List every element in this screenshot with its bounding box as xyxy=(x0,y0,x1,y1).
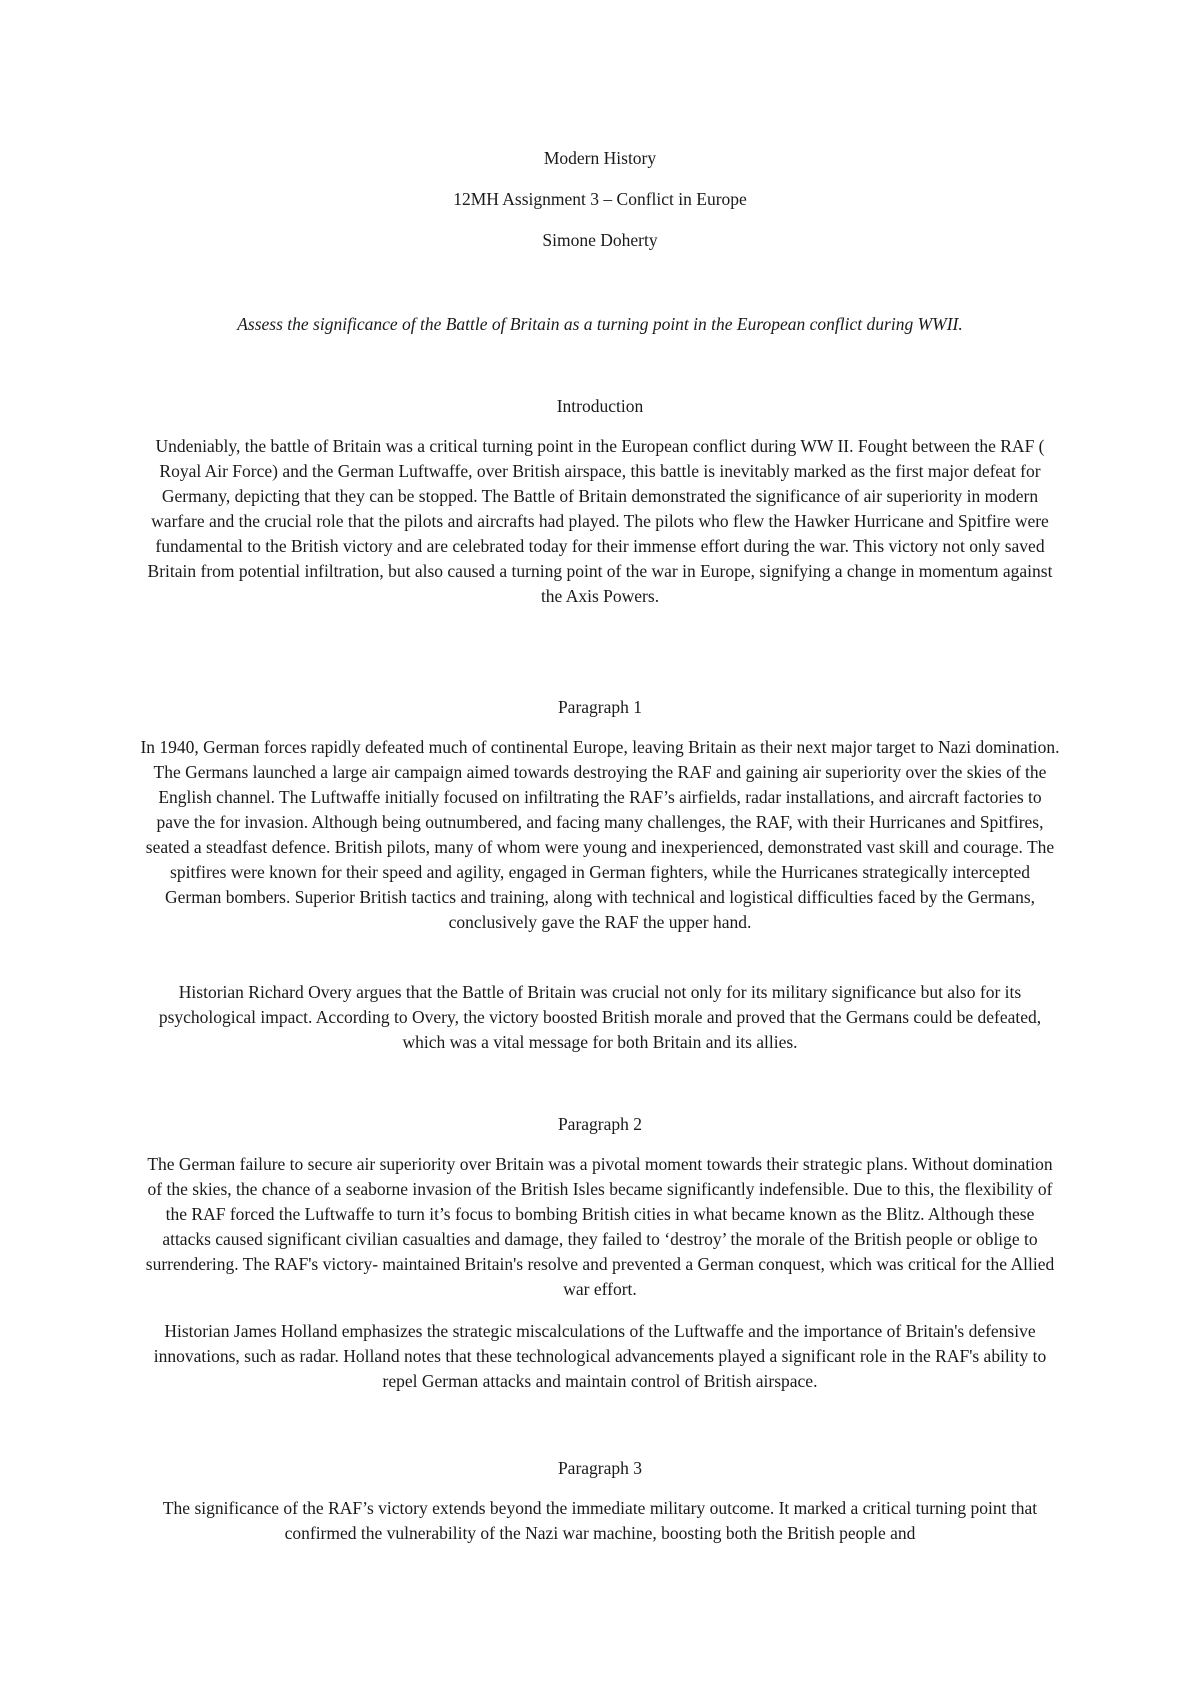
assignment-title: 12MH Assignment 3 – Conflict in Europe xyxy=(453,189,747,209)
paragraph-1-historian: Historian Richard Overy argues that the Battle of Britain was crucial not only for its military significance but also for its psychological impact. According to Overy, the victory boosted British morale and proved that the Germans could be defeated, which was a vital message for both Britain and its allies. xyxy=(158,982,1042,1052)
section-heading-paragraph-1: Paragraph 1 xyxy=(557,697,643,717)
essay-question: Assess the significance of the Battle of Britain as a turning point in the European conflict during WWII. xyxy=(237,314,963,334)
section-heading-introduction: Introduction xyxy=(556,396,644,416)
paragraph-2-historian: Historian James Holland emphasizes the strategic miscalculations of the Luftwaffe and the importance of Britain's defensive innovations, such as radar. Holland notes that these technological advancements played a significant role in the RAF's ability to repel German attacks and maintain control of British airspace. xyxy=(153,1321,1047,1391)
introduction-paragraph: Undeniably, the battle of Britain was a critical turning point in the European conflict during WW II. Fought between the RAF ( Royal Air Force) and the German Luftwaffe, over British airspace, this battle is inevitably marked as the first major defeat for Germany, depicting that they can be stopped. The Battle of Britain demonstrated the significance of air superiority in modern warfare and the crucial role that the pilots and aircrafts had played. The pilots who flew the Hawker Hurricane and Spitfire were fundamental to the British victory and are celebrated today for their immense effort during the war. This victory not only saved Britain from potential infiltration, but also caused a turning point of the war in Europe, signifying a change in momentum against the Axis Powers. xyxy=(147,436,1053,606)
paragraph-2-body: The German failure to secure air superiority over Britain was a pivotal moment towards their strategic plans. Without domination of the skies, the chance of a seaborne invasion of the British Isles became significantly indefensible. Due to this, the flexibility of the RAF forced the Luftwaffe to turn it’s focus to bombing British cities in what became known as the Blitz. Although these attacks caused significant civilian casualties and damage, they failed to ‘destroy’ the morale of the British people or oblige to surrendering. The RAF's victory- maintained Britain's resolve and prevented a German conquest, which was critical for the Allied war effort. xyxy=(145,1154,1055,1299)
paragraph-3-body: The significance of the RAF’s victory extends beyond the immediate military outcome. It marked a critical turning point that confirmed the vulnerability of the Nazi war machine, boosting both the British people and xyxy=(162,1498,1038,1543)
section-heading-paragraph-2: Paragraph 2 xyxy=(557,1114,643,1134)
subject-title: Modern History xyxy=(543,148,657,168)
author-name: Simone Doherty xyxy=(542,230,658,250)
paragraph-1-body: In 1940, German forces rapidly defeated much of continental Europe, leaving Britain as their next major target to Nazi domination. The Germans launched a large air campaign aimed towards destroying the RAF and gaining air superiority over the skies of the English channel. The Luftwaffe initially focused on infiltrating the RAF’s airfields, radar installations, and aircraft factories to pave the for invasion. Although being outnumbered, and facing many challenges, the RAF, with their Hurricanes and Spitfires, seated a steadfast defence. British pilots, many of whom were young and inexperienced, demonstrated vast skill and courage. The spitfires were known for their speed and agility, engaged in German fighters, while the Hurricanes strategically intercepted German bombers. Superior British tactics and training, along with technical and logistical difficulties faced by the Germans, conclusively gave the RAF the upper hand. xyxy=(140,737,1060,932)
section-heading-paragraph-3: Paragraph 3 xyxy=(557,1458,643,1478)
